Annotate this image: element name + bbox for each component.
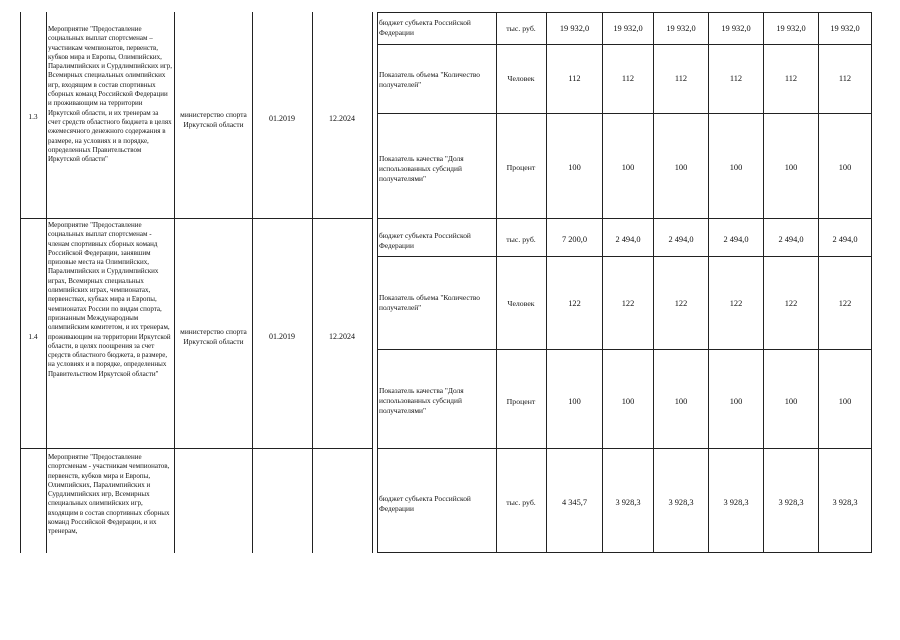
end-date: 12.2024: [329, 114, 355, 123]
value-cell: 112: [784, 74, 798, 83]
value-cell: 100: [568, 163, 581, 172]
value-cell: 100: [838, 163, 852, 172]
value-cell: 19 932,0: [613, 24, 643, 33]
value-cell: 3 928,3: [832, 498, 858, 507]
value-cell: 2 494,0: [778, 235, 804, 244]
value-cell: 19 932,0: [830, 24, 860, 33]
value-cell: 100: [784, 397, 798, 406]
value-cell: 2 494,0: [668, 235, 694, 244]
start-date: 01.2019: [269, 114, 295, 123]
indicator-name: Показатель качества "Доля использованных субсидий получателями": [379, 154, 464, 183]
value-cell: 3 928,3: [615, 498, 641, 507]
value-cell: 100: [621, 163, 635, 172]
executor: министерство спорта Иркутской области: [180, 327, 247, 346]
value-cell: 122: [729, 299, 743, 308]
value-cell: 19 932,0: [666, 24, 696, 33]
value-cell: 3 928,3: [778, 498, 804, 507]
value-cell: 19 932,0: [559, 24, 590, 33]
indicator-unit: Процент: [506, 163, 536, 172]
indicator-name: Показатель объема "Количество получателей": [379, 70, 480, 89]
row-number: 1.3: [28, 112, 38, 121]
activity-description: Мероприятие "Предоставление социальных выплат спортсменам - членам спортивных сборных команд Российской Федерации, занявшим призовые места на Олимпийских, Паралимпийских и Сурдлимпийских играх, Всемирных специальных олимпийских играх, чемпионатах, первенствах, кубках мира и Европы, чемпионатах России по видам спорта, признанным Международным олимпийским комитетом, и их тренерам, проживающим на территории Иркутской области, в целях поощрения за счет средств областного бюджета, в размере, на условиях и в порядке, определенных Правительством Иркутской области": [48, 221, 171, 378]
value-cell: 112: [568, 74, 581, 83]
value-cell: 122: [621, 299, 635, 308]
activity-description: Мероприятие "Предоставление спортсменам - участникам чемпионатов, первенств, кубков мира и Европы, Олимпийских, Паралимпийских и Сурдлимпийских игр, Всемирных специальных олимпийских игр, входящим в состав спортивных сборных команд Российской Федерации, и их тренерам,: [48, 453, 170, 536]
row-number: 1.4: [28, 332, 38, 341]
value-cell: 7 200,0: [561, 235, 588, 244]
value-cell: 122: [568, 299, 581, 308]
value-cell: 19 932,0: [776, 24, 806, 33]
value-cell: 3 928,3: [723, 498, 749, 507]
value-cell: 100: [729, 397, 743, 406]
value-cell: 100: [784, 163, 798, 172]
value-cell: 100: [729, 163, 743, 172]
value-cell: 122: [674, 299, 688, 308]
value-cell: 19 932,0: [721, 24, 751, 33]
indicator-name: бюджет субъекта Российской Федерации: [379, 494, 471, 513]
indicator-name: бюджет субъекта Российской Федерации: [379, 18, 471, 37]
indicator-unit: Человек: [507, 74, 535, 83]
value-cell: 112: [621, 74, 635, 83]
value-cell: 100: [568, 397, 581, 406]
value-cell: 112: [674, 74, 688, 83]
value-cell: 100: [674, 397, 688, 406]
indicator-unit: Человек: [507, 299, 535, 308]
value-cell: 2 494,0: [723, 235, 749, 244]
indicator-unit: Процент: [506, 397, 536, 406]
start-date: 01.2019: [269, 332, 295, 341]
indicator-unit: тыс. руб.: [506, 498, 536, 507]
indicator-unit: тыс. руб.: [506, 235, 536, 244]
value-cell: 100: [674, 163, 688, 172]
indicator-name: Показатель объема "Количество получателей": [379, 293, 480, 312]
value-cell: 2 494,0: [832, 235, 858, 244]
value-cell: 2 494,0: [615, 235, 641, 244]
activity-description: Мероприятие "Предоставление социальных выплат спортсменам – участникам чемпионатов, первенств, кубков мира и Европы, Олимпийских, Паралимпийских и Сурдлимпийских игр, Всемирных специальных олимпийских игр, входящим в состав спортивных сборных команд Российской Федерации и проживающим на территории Иркутской области, и их тренерам за счет средств областного бюджета в целях ежемесячного денежного содержания в размере, на условиях и в порядке, определенных Правительством Иркутской области": [48, 25, 172, 164]
indicator-name: бюджет субъекта Российской Федерации: [379, 231, 471, 250]
value-cell: 100: [621, 397, 635, 406]
value-cell: 112: [838, 74, 852, 83]
value-cell: 100: [838, 397, 852, 406]
value-cell: 4 345,7: [561, 498, 588, 507]
value-cell: 112: [729, 74, 743, 83]
executor: министерство спорта Иркутской области: [180, 110, 247, 129]
value-cell: 3 928,3: [668, 498, 694, 507]
indicator-unit: тыс. руб.: [506, 24, 536, 33]
indicator-name: Показатель качества "Доля использованных субсидий получателями": [379, 386, 464, 415]
end-date: 12.2024: [329, 332, 355, 341]
value-cell: 122: [784, 299, 798, 308]
value-cell: 122: [838, 299, 852, 308]
